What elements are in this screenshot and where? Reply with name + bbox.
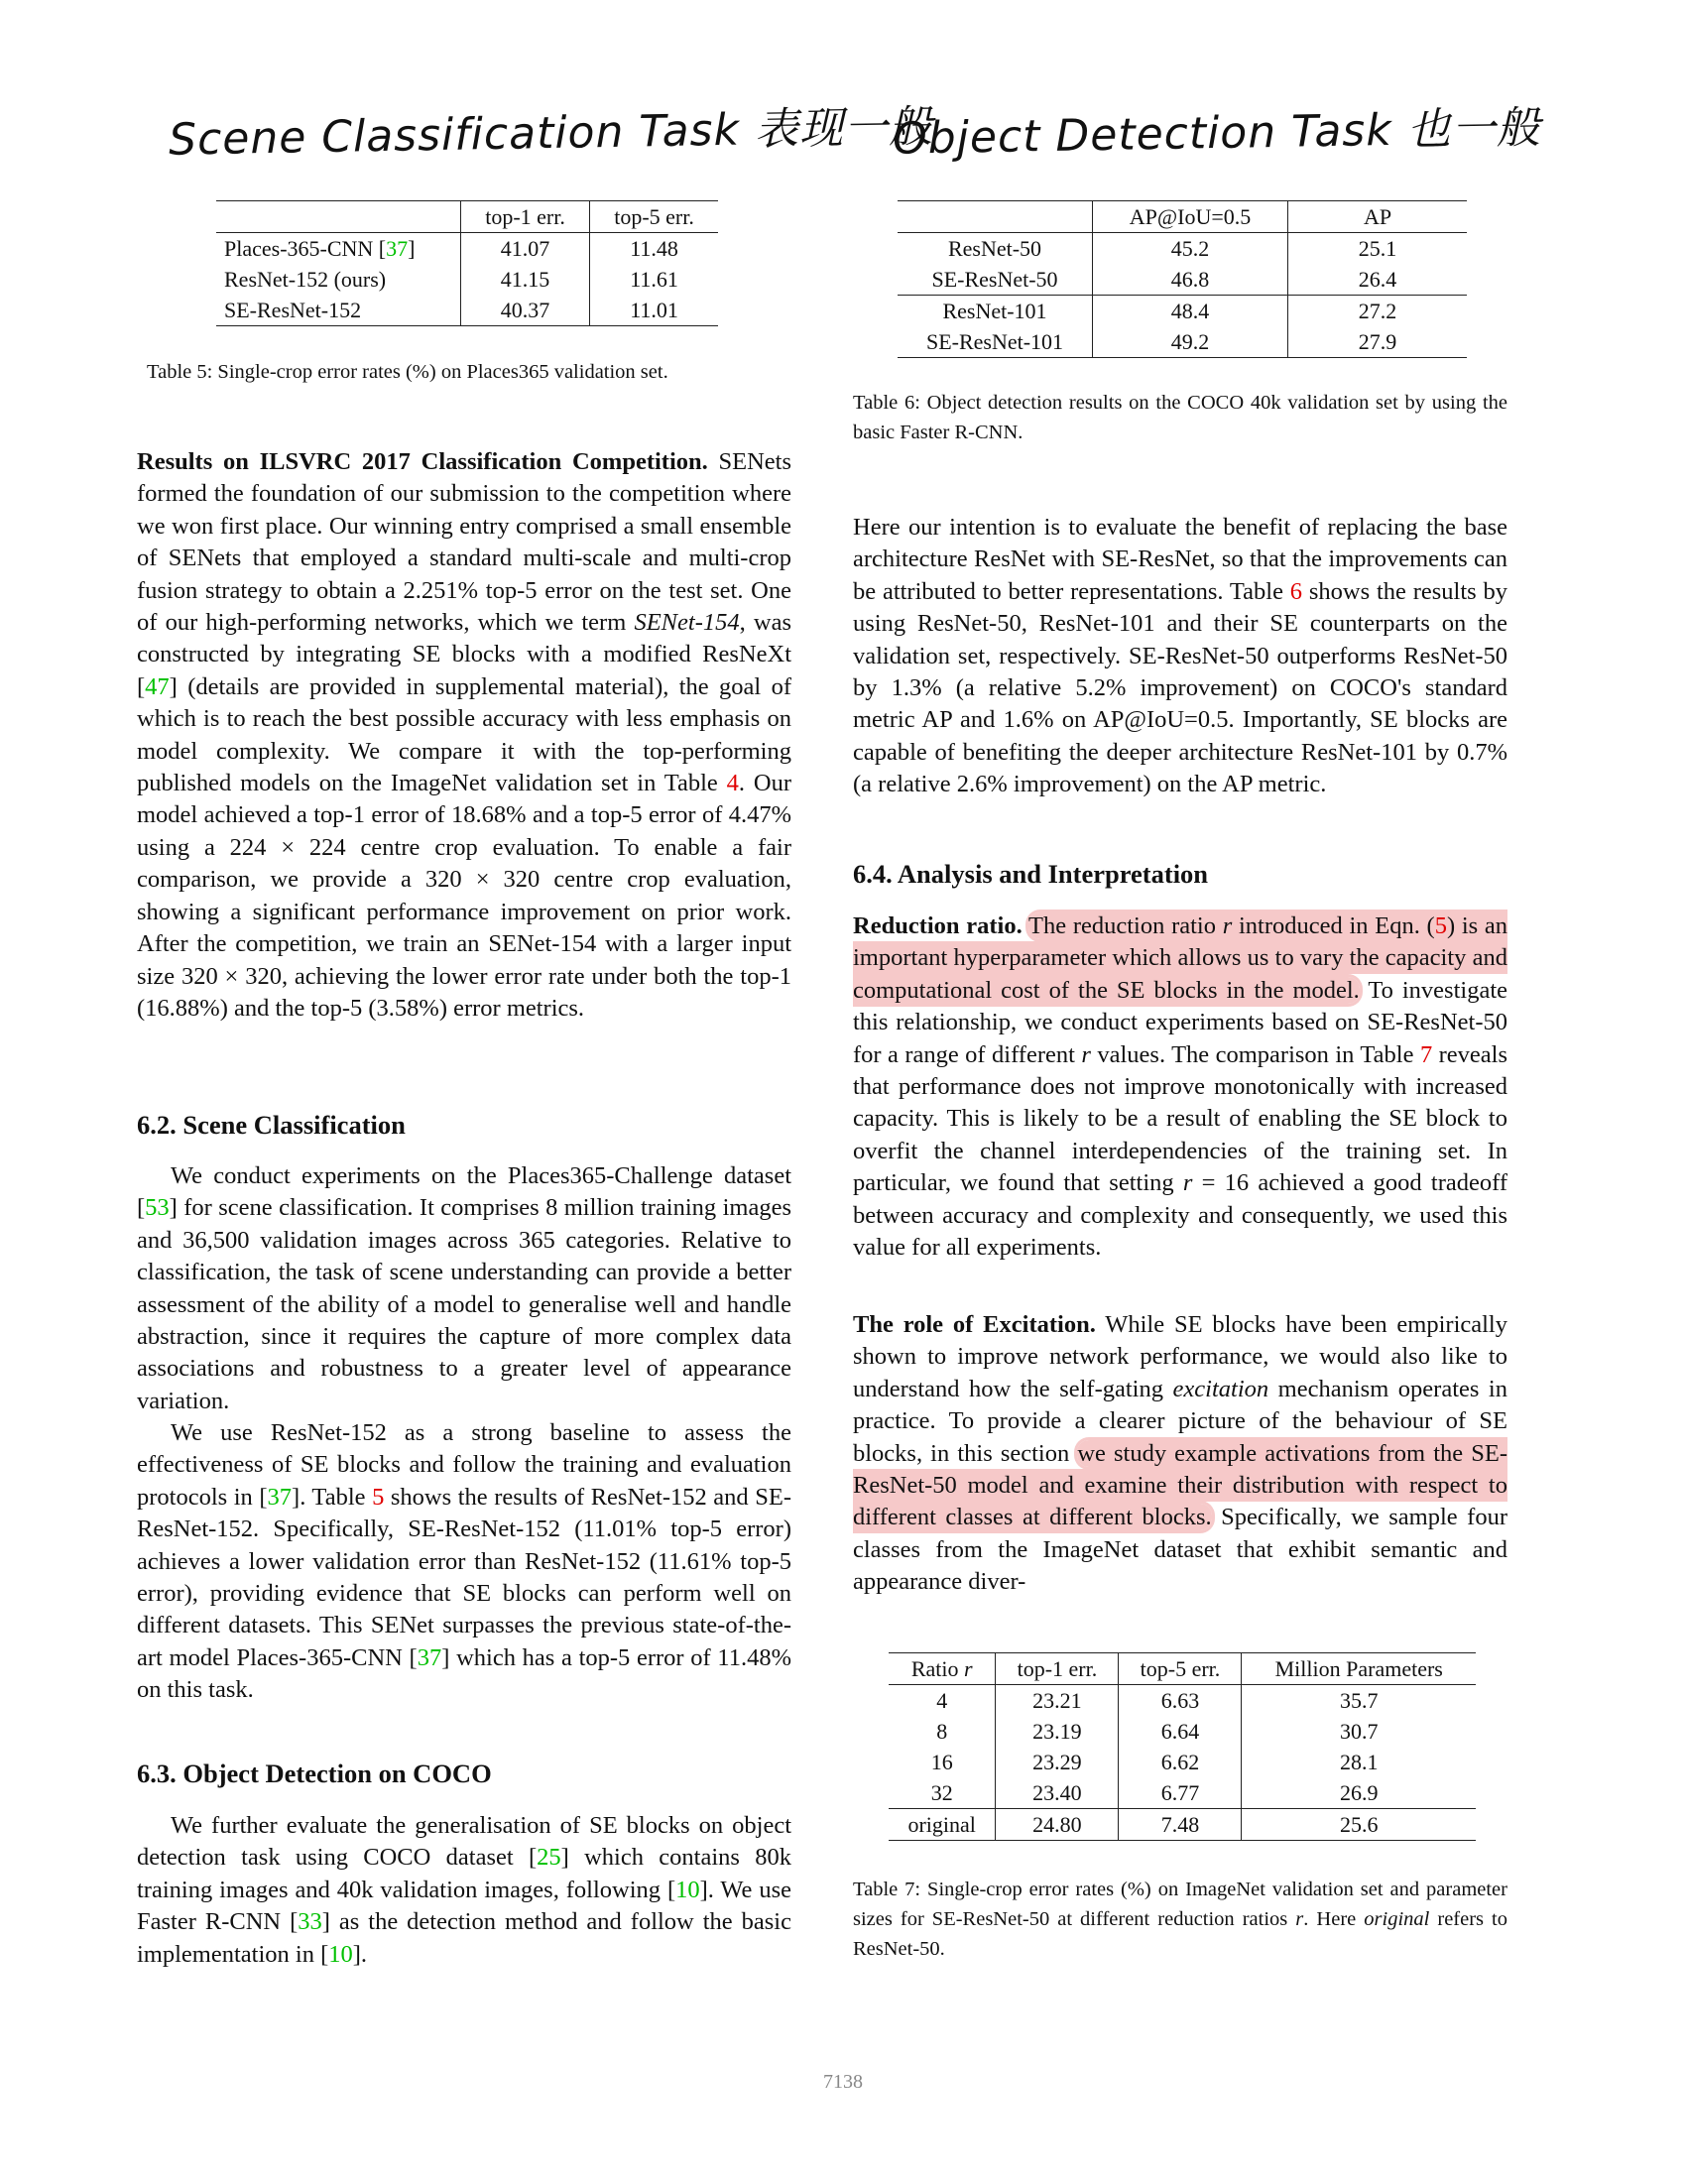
run-head-ilsvrc: Results on ILSVRC 2017 Classification Competition.: [137, 448, 708, 475]
table-6-caption: Table 6: Object detection results on the COCO 40k validation set by using the basic Faster R-CNN.: [853, 392, 1507, 443]
handwritten-note-left: Scene Classification Task 表现一般: [168, 101, 934, 166]
coco-paragraph: We further evaluate the generalisation of SE blocks on object detection task using COCO dataset [25] which contains 80k training images and 40k validation images, following [10]. We use Faster R-CNN [33] as the detection method and follow the basic implementation in [10].: [137, 1812, 791, 1968]
table-7-caption: Table 7: Single-crop error rates (%) on ImageNet validation set and parameter sizes for SE-ResNet-50 at different reduction ratios r. Here original refers to ResNet-50.: [853, 1879, 1507, 1960]
table-header: AP@IoU=0.5: [1093, 201, 1288, 233]
reduction-paragraph: Reduction ratio. The reduction ratio r introduced in Eqn. (5) is an important hyperparameter which allows us to vary the capacity and computational cost of the SE blocks in the model. To investigate this relationship, we conduct experiments based on SE-ResNet-50 for a range of different r values. The comparison in Table 7 reveals that performance does not improve monotonically with increased capacity. This is likely to be a result of enabling the SE block to overfit the channel interdependencies of the training set. In particular, we found that setting r = 16 achieved a good tradeoff between accuracy and complexity and consequently, we used this value for all experiments.: [853, 912, 1508, 1262]
table-row: original 24.80 7.48 25.6: [889, 1809, 1476, 1841]
table-header: Million Parameters: [1242, 1653, 1476, 1685]
table-header: top-5 err.: [1119, 1653, 1242, 1685]
table-5: [216, 200, 718, 326]
table-header: [898, 201, 1093, 233]
table-6: [898, 200, 1467, 358]
ilsvrc-paragraph: Results on ILSVRC 2017 Classification Competition. SENets formed the foundation of our submission to the competition where we won first place. Our winning entry comprised a small ensemble of SENets that employed a standard multi-scale and multi-crop fusion strategy to obtain a 2.251% top-5 error on the test set. One of our high-performing networks, which we term SENet-154, was constructed by integrating SE blocks with a modified ResNeXt [47] (details are provided in supplemental material), the goal of which is to reach the best possible accuracy with less emphasis on model complexity. We compare it with the top-performing published models on the ImageNet validation set in Table 4. Our model achieved a top-1 error of 18.68% and a top-5 error of 4.47% using a 224 × 224 centre crop evaluation. To enable a fair comparison, we provide a 320 × 320 centre crop evaluation, showing a significant performance improvement on prior work. After the competition, we train an SENet-154 with a larger input size 320 × 320, achieving the lower error rate under both the top-1 (16.88%) and the top-5 (3.58%) error metrics.: [137, 448, 792, 1022]
table-row: 16 23.29 6.62 28.1: [889, 1747, 1476, 1777]
detection-paragraph: Here our intention is to evaluate the benefit of replacing the base architecture ResNet with SE-ResNet, so that the improvements can be attributed to better representations. Table 6 shows the results by using ResNet-50, ResNet-101 and their SE counterparts on the validation set, respectively. SE-ResNet-50 outperforms ResNet-50 by 1.3% (a relative 5.2% improvement) on COCO's standard metric AP and 1.6% on AP@IoU=0.5. Importantly, SE blocks are capable of benefiting the deeper architecture ResNet-101 by 0.7% (a relative 2.6% improvement) on the AP metric.: [853, 514, 1507, 798]
highlight: we study example activations from the SE-ResNet-50 model and examine their distribution with respect to different classes at different blocks.: [853, 1439, 1507, 1531]
section-6-2-heading: 6.2. Scene Classification: [137, 1110, 406, 1140]
table-header: Ratio r: [889, 1653, 996, 1685]
table-header: AP: [1288, 201, 1468, 233]
run-head-reduction: Reduction ratio.: [853, 912, 1023, 939]
scene-paragraph-1: We conduct experiments on the Places365-Challenge dataset [53] for scene classification. It comprises 8 million training images and 36,500 validation images across 365 categories. Relative to classification, the task of scene understanding can provide a better assessment of the ability of a model to generalise well and handle abstraction, since it requires the capture of more complex data associations and robustness to a greater level of appearance variation.: [137, 1162, 791, 1414]
page-number: 7138: [823, 2071, 863, 2093]
table-row: ResNet-101 48.4 27.2: [898, 296, 1467, 327]
excitation-paragraph: The role of Excitation. While SE blocks have been empirically shown to improve network performance, we would also like to understand how the self-gating excitation mechanism operates in practice. To provide a clearer picture of the behaviour of SE blocks, in this section we study example activations from the SE-ResNet-50 model and examine their distribution with respect to different classes at different blocks. Specifically, we sample four classes from the ImageNet dataset that exhibit semantic and appearance diver-: [853, 1311, 1507, 1596]
table-7: [889, 1652, 1476, 1841]
table-row: SE-ResNet-152 40.37 11.01: [216, 295, 718, 326]
table-header: top-1 err.: [461, 201, 590, 233]
table-header: [216, 201, 461, 233]
table-row: SE-ResNet-101 49.2 27.9: [898, 326, 1467, 358]
section-6-3-heading: 6.3. Object Detection on COCO: [137, 1759, 492, 1788]
table-row: SE-ResNet-50 46.8 26.4: [898, 264, 1467, 296]
scene-paragraph-2: We use ResNet-152 as a strong baseline to assess the effectiveness of SE blocks and follow the training and evaluation protocols in [37]. Table 5 shows the results of ResNet-152 and SE-ResNet-152. Specifically, SE-ResNet-152 (11.01% top-5 error) achieves a lower validation error than ResNet-152 (11.61% top-5 error), providing evidence that SE blocks can perform well on different datasets. This SENet surpasses the previous state-of-the-art model Places-365-CNN [37] which has a top-5 error of 11.48% on this task.: [137, 1419, 792, 1704]
table-row: Places-365-CNN [37] 41.07 11.48: [216, 233, 718, 265]
section-6-4-heading: 6.4. Analysis and Interpretation: [853, 859, 1209, 889]
table-row: ResNet-152 (ours) 41.15 11.61: [216, 264, 718, 295]
table-row: 8 23.19 6.64 30.7: [889, 1716, 1476, 1747]
handwritten-note-right: Object Detection Task 也一般: [892, 102, 1542, 165]
table-row: ResNet-50 45.2 25.1: [898, 233, 1467, 265]
run-head-excitation: The role of Excitation.: [853, 1311, 1096, 1338]
table-5-caption: Table 5: Single-crop error rates (%) on Places365 validation set.: [147, 361, 668, 383]
table-header: top-1 err.: [996, 1653, 1119, 1685]
highlight: The reduction ratio r introduced in Eqn. (5) is an important hyperparameter which allows us to vary the capacity and computational cost of the SE blocks in the model.: [853, 912, 1508, 1004]
table-row: 4 23.21 6.63 35.7: [889, 1685, 1476, 1717]
table-row: 32 23.40 6.77 26.9: [889, 1777, 1476, 1809]
table-header: top-5 err.: [590, 201, 718, 233]
